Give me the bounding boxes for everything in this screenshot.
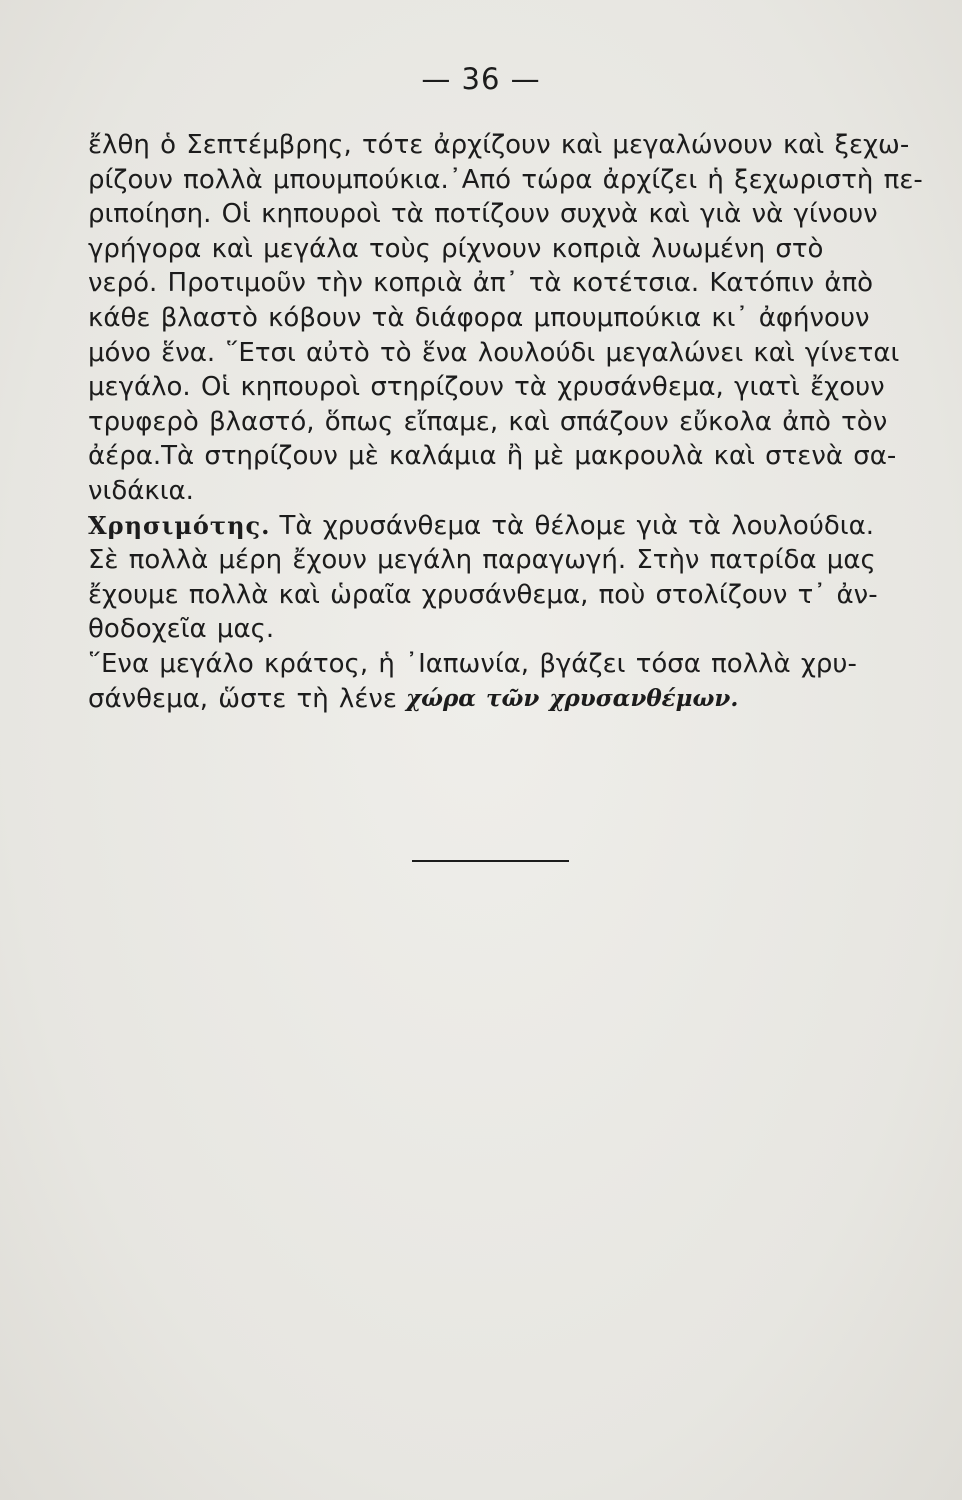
text-line [88,682,923,717]
text-line: κάθε βλαστὸ κόβουν τὰ διάφορα μπουμπούκια κι᾿ ἀφήνουν [88,302,870,333]
section-heading: Χρησιμότης. [88,510,271,540]
text-line: ἀέρα.Τὰ στηρίζουν μὲ καλάμια ἢ μὲ μακρουλὰ καὶ στενὰ σα- [88,441,897,472]
text-line: μεγάλο. Οἱ κηπουροὶ στηρίζουν τὰ χρυσάνθεμα, γιατὶ ἔχουν [88,372,885,403]
text-line: ριποίηση. Οἱ κηπουροὶ τὰ ποτίζουν συχνὰ καὶ γιὰ νὰ γίνουν [88,199,878,230]
text-line: γρήγορα καὶ μεγάλα τοὺς ρίχνουν κοπριὰ λυωμένη στὸ [88,233,824,264]
paragraph-heading-line [88,509,923,544]
page-number: — 36 — [421,62,541,96]
text-line: νερό. Προτιμοῦν τὴν κοπριὰ ἀπ᾿ τὰ κοτέτσια. Κατόπιν ἀπὸ [88,268,874,299]
text-line: ἔλθη ὁ Σεπτέμβρης, τότε ἀρχίζουν καὶ μεγαλώνουν καὶ ξεχω- [88,130,910,160]
text-line: ῞Ενα μεγάλο κράτος, ἡ ᾿Ιαπωνία, βγάζει τόσα πολλὰ χρυ- [88,648,857,679]
text-line: μόνο ἕνα. ῞Ετσι αὐτὸ τὸ ἕνα λουλούδι μεγαλώνει καὶ γίνεται [88,337,900,368]
body-text [88,128,923,716]
text-line: νιδάκια. [88,475,194,506]
text-line: Σὲ πολλὰ μέρη ἔχουν μεγάλη παραγωγή. Στὴν πατρίδα μας [88,545,876,576]
text-line: θοδοχεῖα μας. [88,614,275,645]
text-span: σάνθεμα, ὥστε τὴ λένε [88,683,397,714]
section-divider [412,860,569,862]
text-span: Τὰ χρυσάνθεμα τὰ θέλομε γιὰ τὰ λουλούδια. [279,510,874,541]
emphasis-text: χώρα τῶν χρυσανθέμων. [405,684,739,712]
text-line: ρίζουν πολλὰ μπουμπούκια.᾿Από τώρα ἀρχίζει ἡ ξεχωριστὴ πε- [88,164,923,195]
text-line: τρυφερὸ βλαστό, ὅπως εἴπαμε, καὶ σπάζουν εὔκολα ἀπὸ τὸν [88,406,888,437]
text-line: ἔχουμε πολλὰ καὶ ὡραῖα χρυσάνθεμα, ποὺ στολίζουν τ᾿ ἀν- [88,579,878,610]
